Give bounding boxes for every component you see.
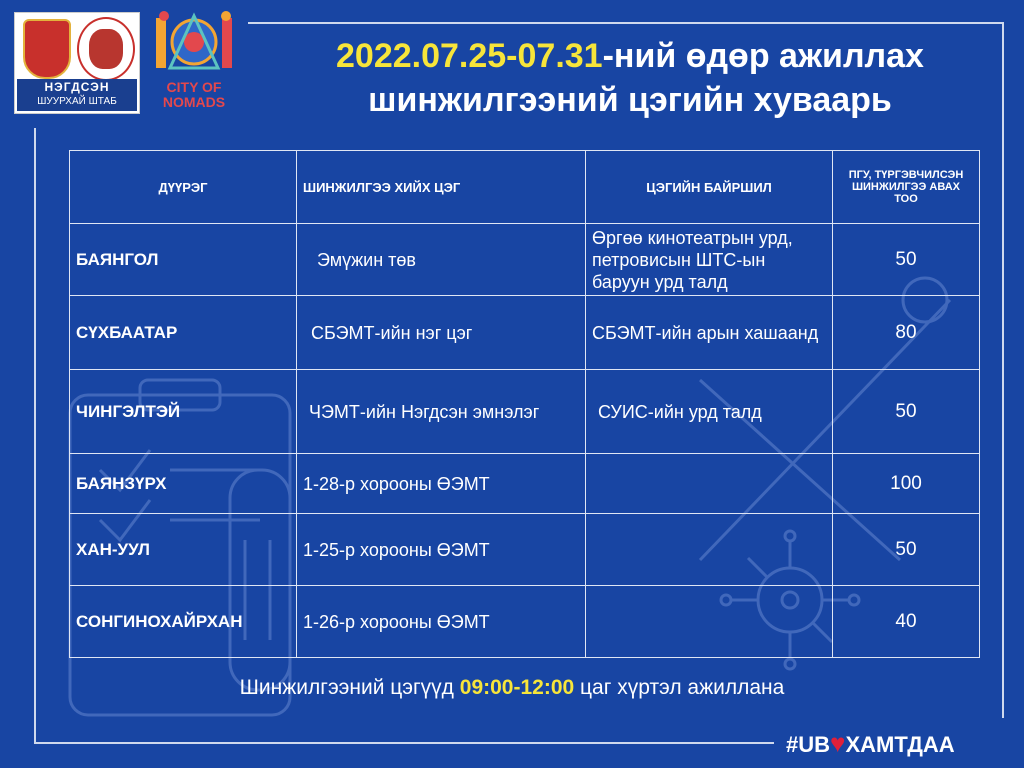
footer-text-after: цаг хүртэл ажиллана — [574, 676, 785, 699]
table-row — [70, 586, 980, 658]
table-row — [70, 296, 980, 370]
column-header-point: ШИНЖИЛГЭЭ ХИЙХ ЦЭГ — [297, 151, 586, 224]
nomads-ornament-icon — [150, 8, 238, 80]
count-cell: 100 — [833, 454, 980, 514]
column-header-location: ЦЭГИЙН БАЙРШИЛ — [586, 151, 833, 224]
count-cell: 50 — [833, 224, 980, 296]
point-cell: 1-26-р хорооны ӨЭМТ — [297, 586, 586, 658]
district-cell: ЧИНГЭЛТЭЙ — [70, 370, 297, 454]
hashtag-ub-together — [786, 728, 955, 759]
table-header-row — [70, 151, 980, 224]
count-cell: 50 — [833, 370, 980, 454]
location-cell — [586, 514, 833, 586]
district-cell: ХАН-УУЛ — [70, 514, 297, 586]
count-cell: 50 — [833, 514, 980, 586]
title-line1-rest: -ний өдөр ажиллах — [602, 37, 924, 75]
location-cell — [586, 586, 833, 658]
city-emblem-icon — [77, 17, 135, 81]
emergency-headquarters-logo — [14, 12, 140, 114]
title-date: 2022.07.25-07.31 — [336, 37, 603, 75]
table-row — [70, 224, 980, 296]
working-hours-time: 09:00-12:00 — [459, 676, 575, 699]
location-cell — [586, 454, 833, 514]
page-title — [250, 34, 1010, 122]
logo2-line1: CITY OF — [166, 79, 222, 95]
table-row — [70, 454, 980, 514]
point-cell: 1-25-р хорооны ӨЭМТ — [297, 514, 586, 586]
location-cell: СБЭМТ-ийн арын хашаанд — [586, 296, 833, 370]
hashtag-left: #UB — [786, 732, 831, 757]
table-row — [70, 514, 980, 586]
point-cell: 1-28-р хорооны ӨЭМТ — [297, 454, 586, 514]
location-cell: Өргөө кинотеатрын урд, петровисын ШТС-ын баруун урд талд — [586, 224, 833, 296]
frame-line-right — [1002, 22, 1004, 718]
logo2-line2: NOMADS — [162, 94, 226, 110]
point-cell: Эмүжин төв — [297, 224, 586, 296]
point-cell: ЧЭМТ-ийн Нэгдсэн эмнэлэг — [297, 370, 586, 454]
frame-line-bottom — [34, 742, 774, 744]
logo1-line2: ШУУРХАЙ ШТАБ — [37, 96, 117, 107]
district-cell: СҮХБААТАР — [70, 296, 297, 370]
district-cell: СОНГИНОХАЙРХАН — [70, 586, 297, 658]
count-cell: 40 — [833, 586, 980, 658]
police-emblem-icon — [23, 19, 71, 79]
heart-icon: ♥ — [830, 728, 846, 758]
city-of-nomads-logo — [146, 8, 242, 112]
hashtag-right: ХАМТДАА — [845, 732, 955, 757]
column-header-count: ПГУ, ТҮРГЭВЧИЛСЭН ШИНЖИЛГЭЭ АВАХ ТОО — [833, 151, 980, 224]
column-header-district: ДҮҮРЭГ — [70, 151, 297, 224]
working-hours-note — [0, 676, 1024, 700]
district-cell: БАЯНГОЛ — [70, 224, 297, 296]
frame-line-left — [34, 128, 36, 744]
title-line2: шинжилгээний цэгийн хуваарь — [368, 81, 892, 119]
logo1-line1: НЭГДСЭН — [44, 80, 110, 94]
schedule-table — [69, 150, 980, 658]
district-cell: БАЯНЗҮРХ — [70, 454, 297, 514]
footer-text-before: Шинжилгээний цэгүүд — [239, 676, 460, 699]
table-row — [70, 370, 980, 454]
location-cell: СУИС-ийн урд талд — [586, 370, 833, 454]
point-cell: СБЭМТ-ийн нэг цэг — [297, 296, 586, 370]
count-cell: 80 — [833, 296, 980, 370]
frame-line-top — [248, 22, 1004, 24]
